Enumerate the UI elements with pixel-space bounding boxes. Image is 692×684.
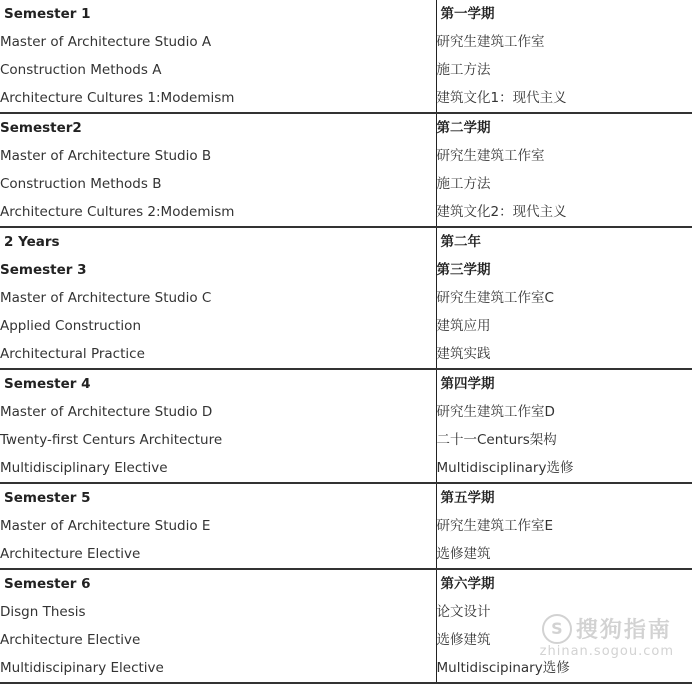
semester-heading: Semester 4 (4, 376, 91, 392)
course-name: Multidisciplinary Elective (0, 460, 168, 476)
course-name: Architecture Cultures 1:Modemism (0, 90, 235, 106)
semester-block (0, 0, 692, 113)
course-name: 选修建筑 (436, 546, 491, 562)
semester-heading: 第四学期 (440, 376, 495, 392)
semester-block (0, 227, 692, 369)
course-name: 论文设计 (436, 604, 491, 620)
sogou-logo-icon: S (542, 614, 572, 644)
semester-heading: Semester 3 (0, 262, 87, 278)
english-column-cell (0, 0, 436, 113)
course-name: Architecture Elective (0, 632, 141, 648)
chinese-column-cell (436, 0, 692, 113)
course-name: 施工方法 (436, 176, 491, 192)
course-name: 研究生建筑工作室 (436, 148, 545, 164)
course-name: Disgn Thesis (0, 604, 86, 620)
course-name: 研究生建筑工作室C (436, 290, 554, 306)
chinese-column-cell (436, 369, 692, 483)
course-name: Applied Construction (0, 318, 141, 334)
semester-heading: 第二年 (440, 234, 481, 250)
chinese-column-cell (436, 113, 692, 227)
course-name: Master of Architecture Studio A (0, 34, 212, 50)
course-name: 二十一Centurs架构 (436, 432, 557, 448)
course-name: 研究生建筑工作室D (436, 404, 555, 420)
semester-heading: 2 Years (4, 234, 60, 250)
chinese-column-cell (436, 483, 692, 569)
english-column-cell (0, 569, 436, 683)
english-column-cell (0, 483, 436, 569)
course-name: Architectural Practice (0, 346, 145, 362)
course-name: Twenty-first Centurs Architecture (0, 432, 223, 448)
course-name: Multidisciplinary选修 (436, 460, 574, 476)
course-name: 研究生建筑工作室 (436, 34, 545, 50)
sogou-watermark (540, 613, 674, 659)
course-name: 研究生建筑工作室E (436, 518, 554, 534)
chinese-column-cell (436, 227, 692, 369)
course-name: Master of Architecture Studio B (0, 148, 212, 164)
semester-heading: 第一学期 (440, 6, 495, 22)
course-name: 建筑文化1：现代主义 (436, 90, 567, 106)
watermark-text: 搜狗指南 (575, 618, 672, 643)
semester-block (0, 483, 692, 569)
course-name: 建筑实践 (436, 346, 491, 362)
english-column-cell (0, 369, 436, 483)
course-name: Master of Architecture Studio C (0, 290, 212, 306)
watermark-url: zhinan.sogou.com (539, 644, 674, 659)
course-name: 选修建筑 (436, 632, 491, 648)
semester-heading: Semester 5 (4, 490, 91, 506)
course-name: Master of Architecture Studio D (0, 404, 213, 420)
course-name: Construction Methods A (0, 62, 162, 78)
course-name: Multidiscipinary Elective (0, 660, 164, 676)
course-name: Master of Architecture Studio E (0, 518, 211, 534)
semester-heading: Semester 6 (4, 576, 91, 592)
english-column-cell (0, 227, 436, 369)
course-name: Multidiscipinary选修 (436, 660, 570, 676)
course-name: 建筑应用 (436, 318, 491, 334)
course-name: 建筑文化2：现代主义 (436, 204, 567, 220)
english-column-cell (0, 113, 436, 227)
semester-block (0, 113, 692, 227)
course-name: Architecture Elective (0, 546, 141, 562)
semester-heading: 第六学期 (440, 576, 495, 592)
course-name: 施工方法 (436, 62, 491, 78)
semester-heading: 第二学期 (436, 120, 491, 136)
course-name: Construction Methods B (0, 176, 162, 192)
course-name: Architecture Cultures 2:Modemism (0, 204, 235, 220)
semester-heading: Semester2 (0, 120, 82, 136)
semester-heading: 第五学期 (440, 490, 495, 506)
semester-heading: 第三学期 (436, 262, 491, 278)
semester-block (0, 369, 692, 483)
semester-heading: Semester 1 (4, 6, 91, 22)
